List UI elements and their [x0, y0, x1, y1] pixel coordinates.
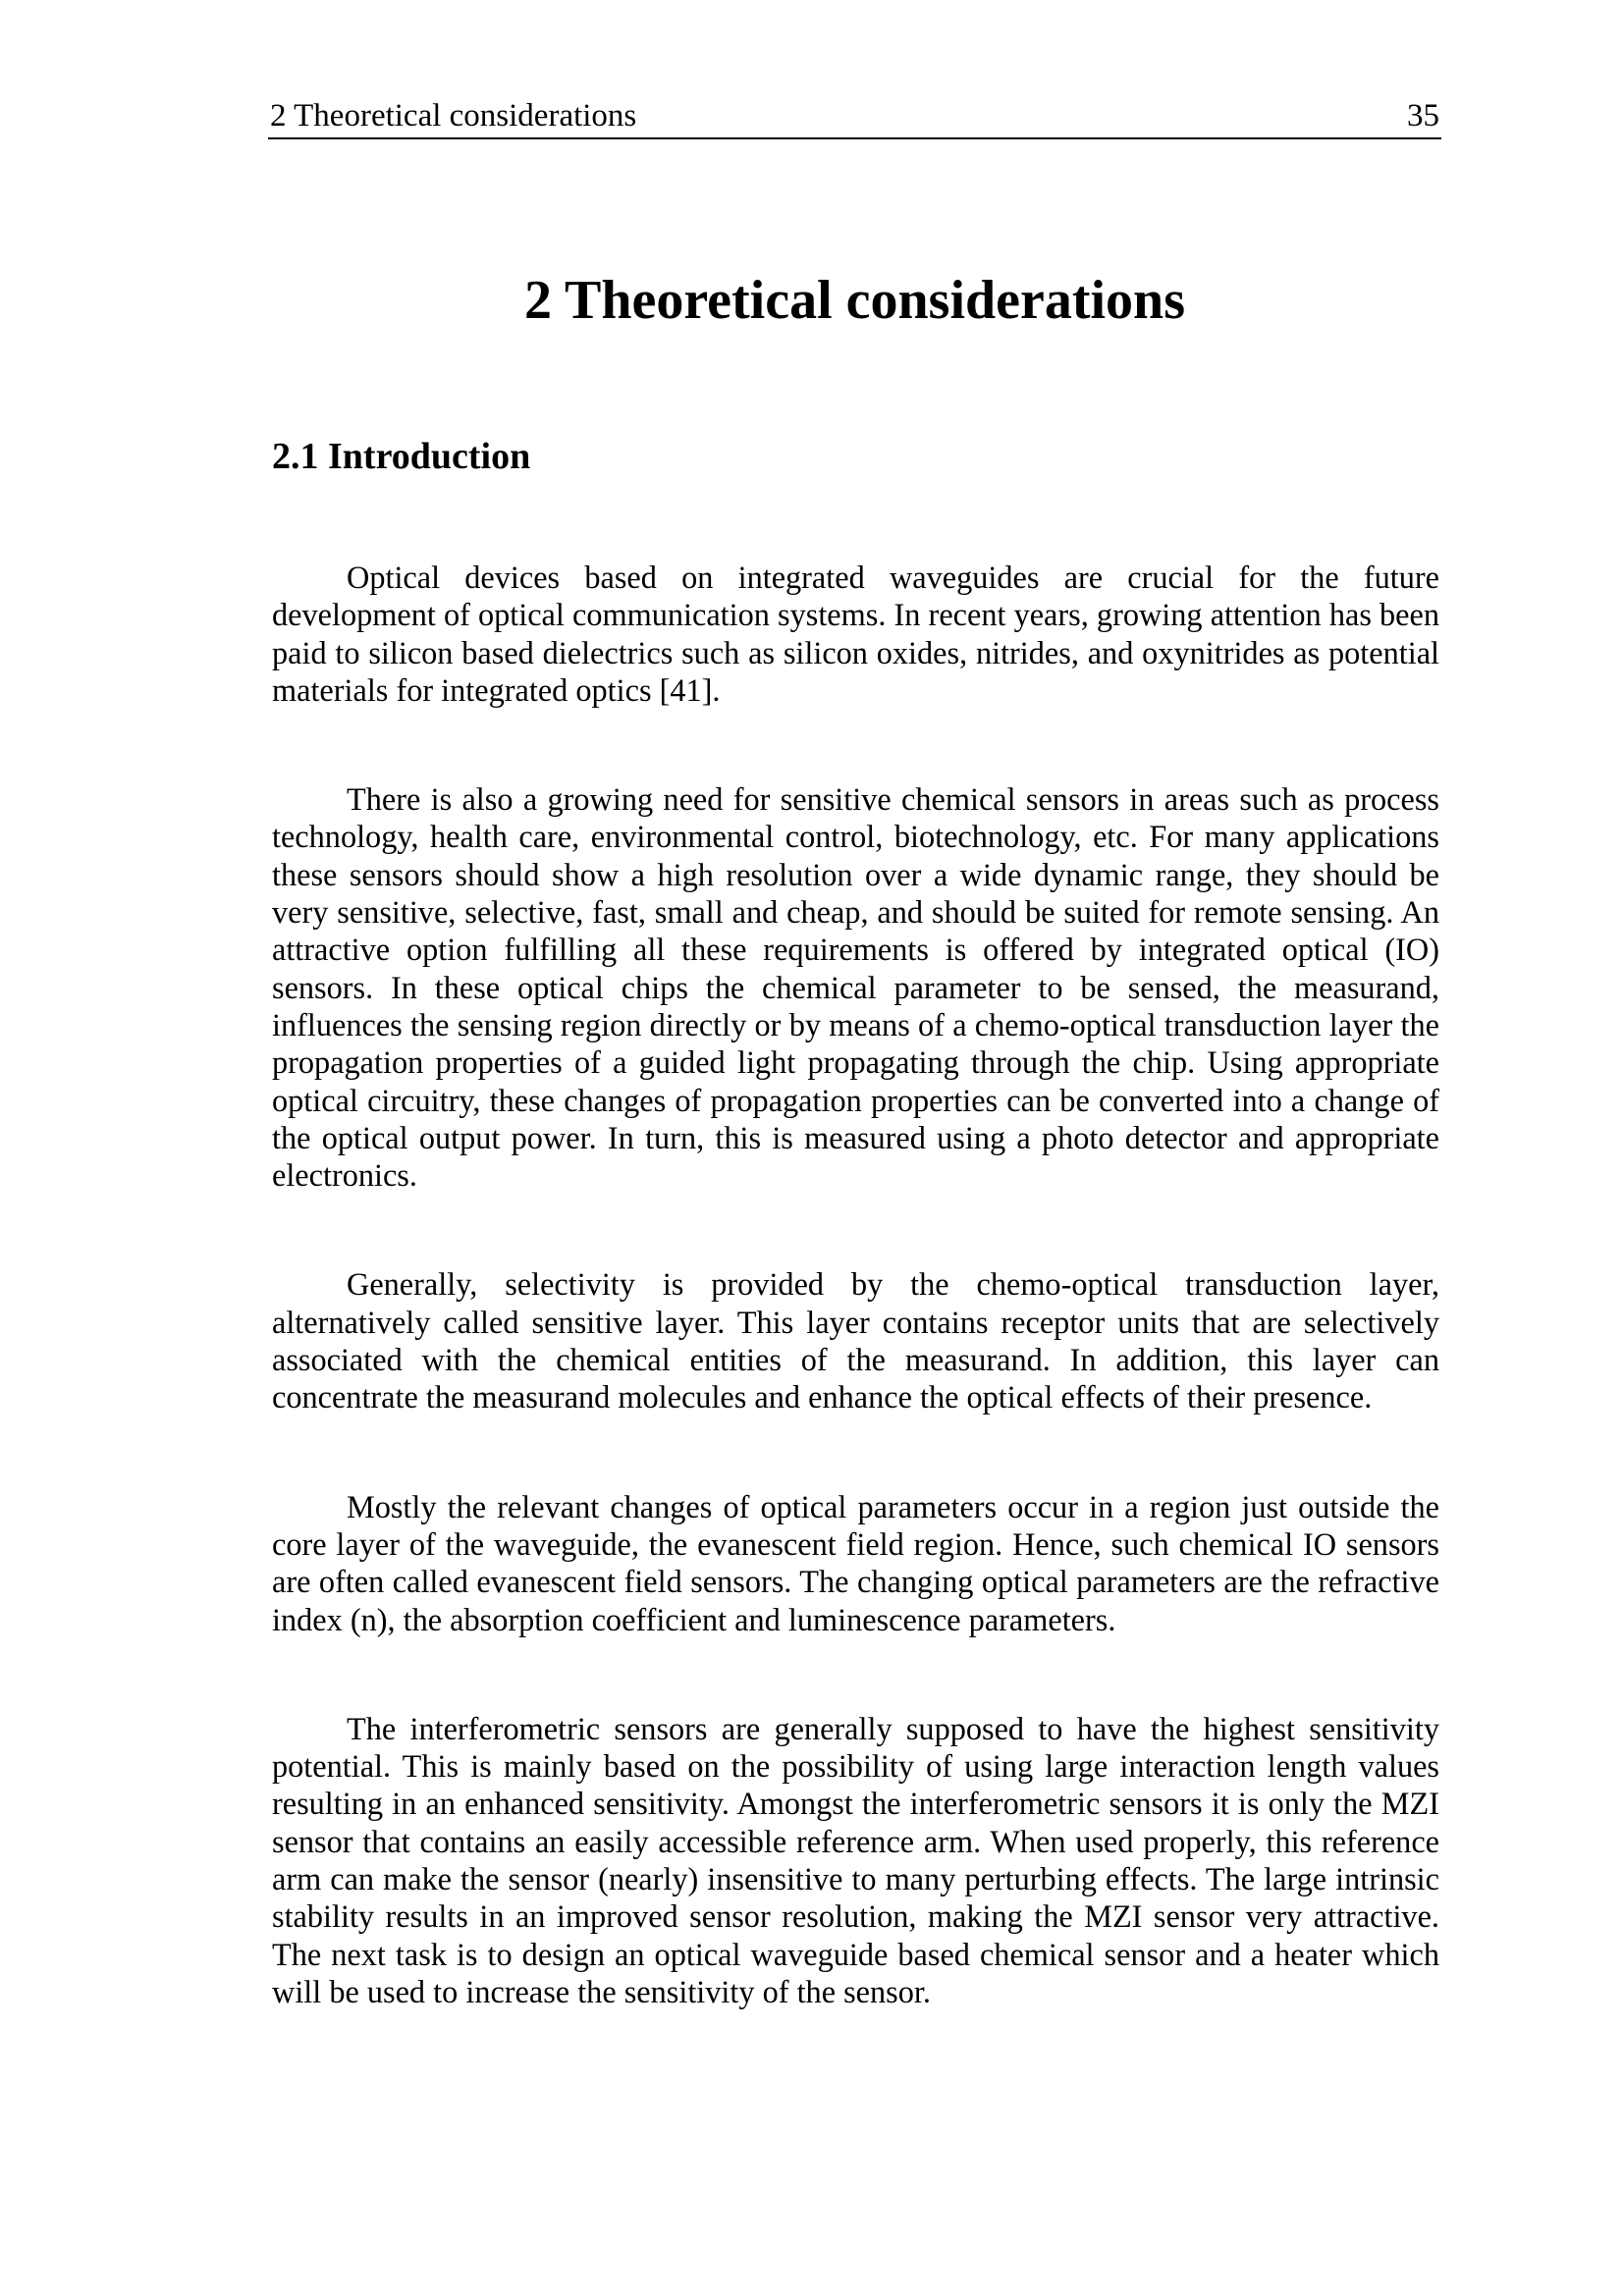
- paragraph-selectivity: Generally, selectivity is provided by the chemo-optical transduction layer, alternatively called sensitive layer. This layer contains receptor units that are selectively associated with the chemical entities of the measurand. In addition, this layer can concentrate the measurand molecules and enhance the optical effects of their presence.: [272, 1266, 1439, 1415]
- section-heading: 2.1 Introduction: [272, 436, 531, 477]
- page-number: 35: [1407, 98, 1439, 133]
- body-text: [272, 559, 1439, 2010]
- running-header: [268, 94, 1441, 139]
- running-header-title: 2 Theoretical considerations: [270, 98, 637, 133]
- chapter-title: 2 Theoretical considerations: [523, 270, 1185, 331]
- paragraph-interferometric-sensors: The interferometric sensors are generally supposed to have the highest sensitivity potential. This is mainly based on the possibility of using large interaction length values resulting in an enhanced sensitivity. Amongst the interferometric sensors it is only the MZI sensor that contains an easily accessible reference arm. When used properly, this reference arm can make the sensor (nearly) insensitive to many perturbing effects. The large intrinsic stability results in an improved sensor resolution, making the MZI sensor very attractive. The next task is to design an optical waveguide based chemical sensor and a heater which will be used to increase the sensitivity of the sensor.: [272, 1710, 1439, 2009]
- paragraph-optical-devices: Optical devices based on integrated waveguides are crucial for the future development of optical communication systems. In recent years, growing attention has been paid to silicon based dielectrics such as silicon oxides, nitrides, and oxynitrides as potential materials for integrated optics [41].: [272, 560, 1439, 708]
- paragraph-evanescent-field: Mostly the relevant changes of optical parameters occur in a region just outside the core layer of the waveguide, the evanescent field region. Hence, such chemical IO sensors are often called evanescent field sensors. The changing optical parameters are the refractive index (n), the absorption coefficient and luminescence parameters.: [272, 1488, 1439, 1637]
- paragraph-chemical-sensors: There is also a growing need for sensitive chemical sensors in areas such as process technology, health care, environmental control, biotechnology, etc. For many applications these sensors should show a high resolution over a wide dynamic range, they should be very sensitive, selective, fast, small and cheap, and should be suited for remote sensing. An attractive option fulfilling all these requirements is offered by integrated optical (IO) sensors. In these optical chips the chemical parameter to be sensed, the measurand, influences the sensing region directly or by means of a chemo-optical transduction layer the propagation properties of a guided light propagating through the chip. Using appropriate optical circuitry, these changes of propagation properties can be converted into a change of the optical output power. In turn, this is measured using a photo detector and appropriate electronics.: [272, 781, 1439, 1194]
